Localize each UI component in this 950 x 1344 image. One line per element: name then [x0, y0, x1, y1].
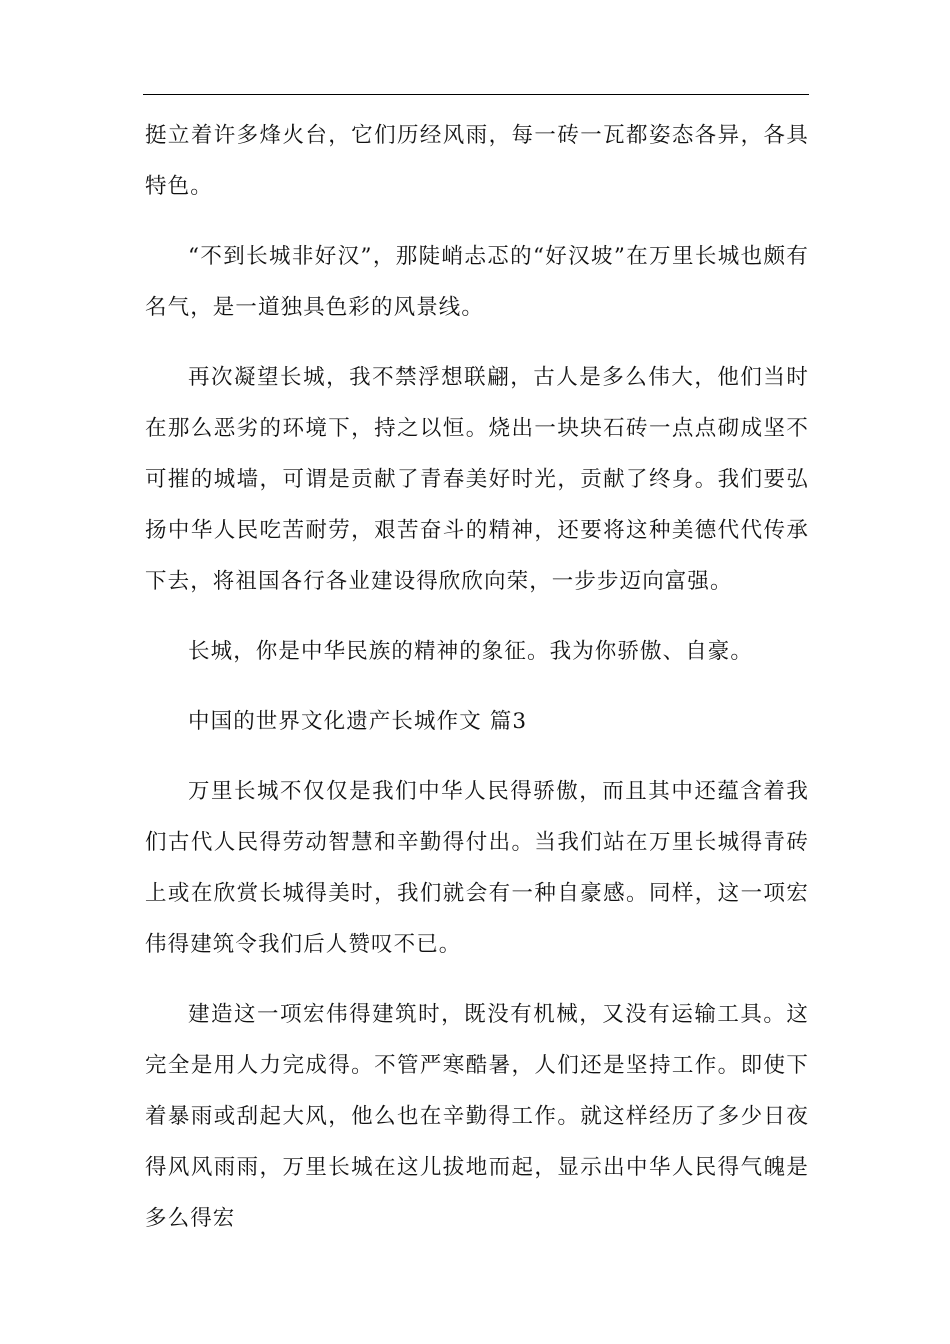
paragraph-3: 再次凝望长城，我不禁浮想联翩，古人是多么伟大，他们当时在那么恶劣的环境下，持之以恒。烧出一块块石砖一点点砌成坚不可摧的城墙，可谓是贡献了青春美好时光，贡献了终身。我们要弘扬中华人民吃苦耐劳，艰苦奋斗的精神，还要将这种美德代代传承下去，将祖国各行各业建设得欣欣向荣，一步步迈向富强。 [145, 365, 809, 594]
paragraph-6: 建造这一项宏伟得建筑时，既没有机械，又没有运输工具。这完全是用人力完成得。不管严寒酷暑，人们还是坚持工作。即使下着暴雨或刮起大风，他么也在辛勤得工作。就这样经历了多少日夜得风风雨雨，万里长城在这儿拔地而起，显示出中华人民得气魄是多么得宏 [145, 1002, 809, 1231]
paragraph-5: 万里长城不仅仅是我们中华人民得骄傲，而且其中还蕴含着我们古代人民得劳动智慧和辛勤得付出。当我们站在万里长城得青砖上或在欣赏长城得美时，我们就会有一种自豪感。同样，这一项宏伟得建筑令我们后人赞叹不已。 [145, 779, 809, 957]
document-body [145, 110, 809, 1244]
section-heading: 中国的世界文化遗产长城作文 篇3 [188, 709, 528, 734]
header-rule [143, 94, 809, 95]
paragraph-2: “不到长城非好汉”，那陡峭忐忑的“好汉坡”在万里长城也颇有名气，是一道独具色彩的风景线。 [145, 244, 809, 320]
paragraph-4: 长城，你是中华民族的精神的象征。我为你骄傲、自豪。 [188, 639, 754, 664]
paragraph-1: 挺立着许多烽火台，它们历经风雨，每一砖一瓦都姿态各异，各具特色。 [145, 123, 809, 199]
